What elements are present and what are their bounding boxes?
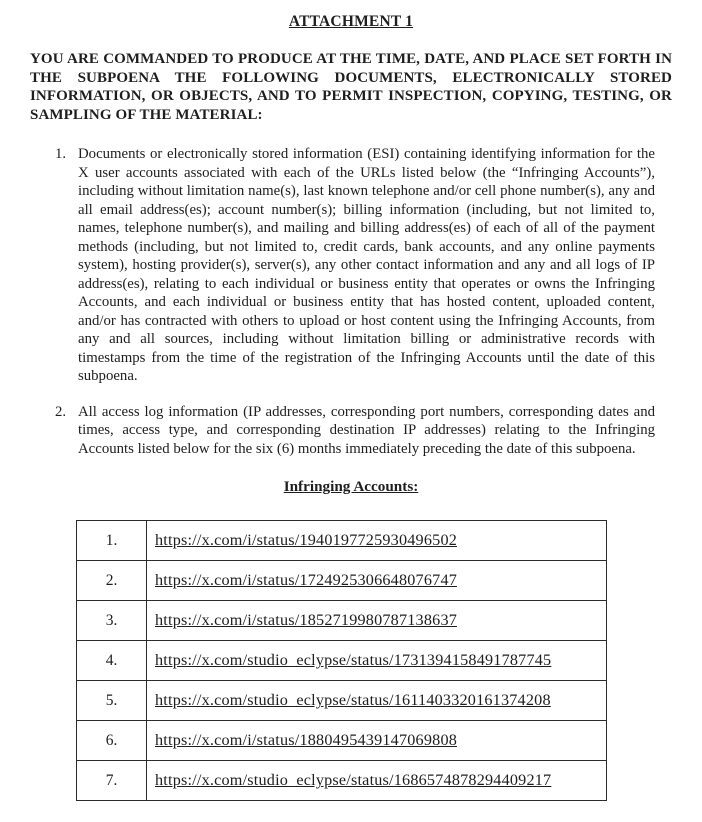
table-row xyxy=(77,521,607,561)
table-row xyxy=(77,561,607,601)
status-url-link[interactable]: https://x.com/studio_eclypse/status/1686574878294409217 xyxy=(155,771,552,790)
request-item-2 xyxy=(55,403,655,459)
row-number: 1. xyxy=(77,521,147,561)
row-number: 5. xyxy=(77,681,147,721)
request-item-2-number: 2. xyxy=(55,403,67,420)
row-number: 6. xyxy=(77,721,147,761)
infringing-accounts-table xyxy=(76,520,607,801)
status-url-link[interactable]: https://x.com/i/status/1940197725930496502 xyxy=(155,531,458,550)
attachment-title: ATTACHMENT 1 xyxy=(288,13,414,30)
command-paragraph: YOU ARE COMMANDED TO PRODUCE AT THE TIME, DATE, AND PLACE SET FORTH IN THE SUBPOENA THE FOLLOWING DOCUMENTS, ELECTRONICALLY STORED INFORMATION, OR OBJECTS, AND TO PERMIT INSPECTION, COPYING, TESTING, OR SAMPLING OF THE MATERIAL: xyxy=(30,51,672,123)
row-number: 4. xyxy=(77,641,147,681)
table-row xyxy=(77,641,607,681)
row-number: 3. xyxy=(77,601,147,641)
table-row xyxy=(77,601,607,641)
table-row xyxy=(77,761,607,801)
table-row xyxy=(77,681,607,721)
request-item-2-text: All access log information (IP addresses, corresponding port numbers, corresponding dates and times, access type, and corresponding destination IP addresses) relating to the Infringing Accounts listed below for the six (6) months immediately preceding the date of this subpoena. xyxy=(78,403,655,457)
request-item-1-number: 1. xyxy=(55,146,67,163)
request-item-1-text: Documents or electronically stored information (ESI) containing identifying information for the X user accounts associated with each of the URLs listed below (the “Infringing Accounts”), including without limitation name(s), last known telephone and/or cell phone number(s), any and all email address(es); account number(s); billing information (including, but not limited to, names, telephone number(s), and mailing and billing address(es) of each of all of the payment methods (including, but not limited to, credit cards, bank accounts, and any online payments system), hosting provider(s), server(s), any other contact information and any and all logs of IP address(es), relating to each individual or business entity that operates or owns the Infringing Accounts, and each individual or business entity that has hosted content, uploaded content, and/or has contracted with others to upload or host content using the Infringing Accounts, from any and all sources, including without limitation billing or administrative records with timestamps from the time of the registration of the Infringing Accounts until the date of this subpoena. xyxy=(78,146,655,385)
infringing-accounts-heading: Infringing Accounts: xyxy=(283,478,419,496)
table-row xyxy=(77,721,607,761)
status-url-link[interactable]: https://x.com/i/status/1880495439147069808 xyxy=(155,731,458,750)
status-url-link[interactable]: https://x.com/i/status/1724925306648076747 xyxy=(155,571,458,590)
row-number: 2. xyxy=(77,561,147,601)
request-item-1 xyxy=(55,145,655,386)
status-url-link[interactable]: https://x.com/i/status/1852719980787138637 xyxy=(155,611,458,630)
row-number: 7. xyxy=(77,761,147,801)
status-url-link[interactable]: https://x.com/studio_eclypse/status/1731394158491787745 xyxy=(155,651,552,670)
status-url-link[interactable]: https://x.com/studio_eclypse/status/1611403320161374208 xyxy=(155,691,551,710)
